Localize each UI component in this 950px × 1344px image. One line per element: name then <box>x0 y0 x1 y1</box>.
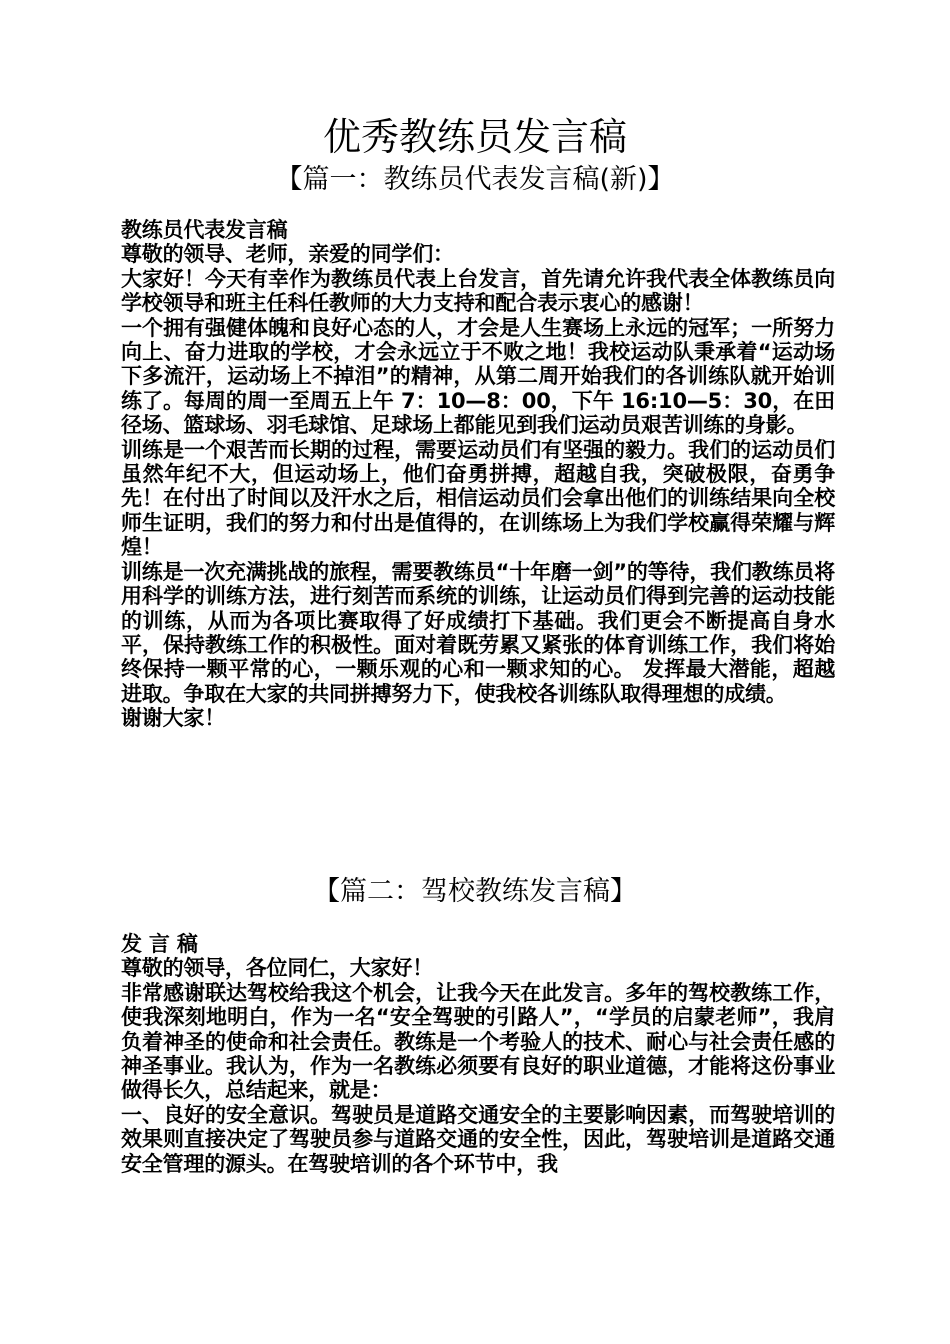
section-1-heading: 【篇一：教练员代表发言稿(新)】 <box>275 164 675 195</box>
document-title: 优秀教练员发言稿 <box>322 115 627 159</box>
section-2-salutation: 尊敬的领导，各位同仁，大家好！ <box>121 956 433 981</box>
section-1-body <box>115 218 835 731</box>
section-1-paragraph: 大家好！今天有幸作为教练员代表上台发言，首先请允许我代表全体教练员向学校领导和班主任科任教师的大力支持和配合表示衷心的感谢！ <box>121 266 835 316</box>
section-2-heading: 【篇二：驾校教练发言稿】 <box>313 876 637 907</box>
section-1-paragraph: 训练是一次充满挑战的旅程，需要教练员“十年磨一剑”的等待，我们教练员将用科学的训练方法，进行刻苦而系统的训练，让运动员们得到完善的运动技能的训练，从而为各项比赛取得了好成绩打下基础。我们更会不断提高自身水平，保持教练工作的积极性。面对着既劳累又紧张的体育训练工作，我们将始终保持一颗平常的心，一颗乐观的心和一颗求知的心。 发挥最大潜能，超越进取。争取在大家的共同拼搏努力下，使我校各训练队取得理想的成绩。 <box>121 559 835 706</box>
section-2-subtitle: 发 言 稿 <box>121 932 198 956</box>
section-2-paragraph: 非常感谢联达驾校给我这个机会，让我今天在此发言。多年的驾校教练工作，使我深刻地明白，作为一名“安全驾驶的引路人”，“学员的启蒙老师”，我肩负着神圣的使命和社会责任。教练是一个考验人的技术、耐心与社会责任感的神圣事业。我认为，作为一名教练必须要有良好的职业道德，才能将这份事业做得长久，总结起来，就是： <box>121 980 835 1103</box>
section-1-closing: 谢谢大家！ <box>121 706 225 731</box>
section-1-paragraph: 训练是一个艰苦而长期的过程，需要运动员们有坚强的毅力。我们的运动员们虽然年纪不大，但运动场上，他们奋勇拼搏，超越自我，突破极限，奋勇争先！在付出了时间以及汗水之后，相信运动员们会拿出他们的训练结果向全校师生证明，我们的努力和付出是值得的，在训练场上为我们学校赢得荣耀与辉煌！ <box>121 437 835 560</box>
section-1-salutation: 尊敬的领导、老师，亲爱的同学们： <box>121 242 454 267</box>
section-1-subtitle: 教练员代表发言稿 <box>121 218 288 242</box>
section-2-paragraph: 一、良好的安全意识。驾驶员是道路交通安全的主要影响因素，而驾驶培训的效果则直接决定了驾驶员参与道路交通的安全性，因此，驾驶培训是道路交通安全管理的源头。在驾驶培训的各个环节中，我 <box>121 1102 835 1176</box>
section-1-paragraph: 一个拥有强健体魄和良好心态的人，才会是人生赛场上永远的冠军；一所努力向上、奋力进取的学校，才会永远立于不败之地！我校运动队秉承着“运动场下多流汗，运动场上不掉泪”的精神，从第二周开始我们的各训练队就开始训练了。每周的周一至周五上午 7：10—8：00，下午 16:10—5：30，在田径场、篮球场、羽毛球馆、足球场上都能见到我们运动员艰苦训练的身影。 <box>121 315 835 438</box>
section-2-body <box>115 932 835 1176</box>
